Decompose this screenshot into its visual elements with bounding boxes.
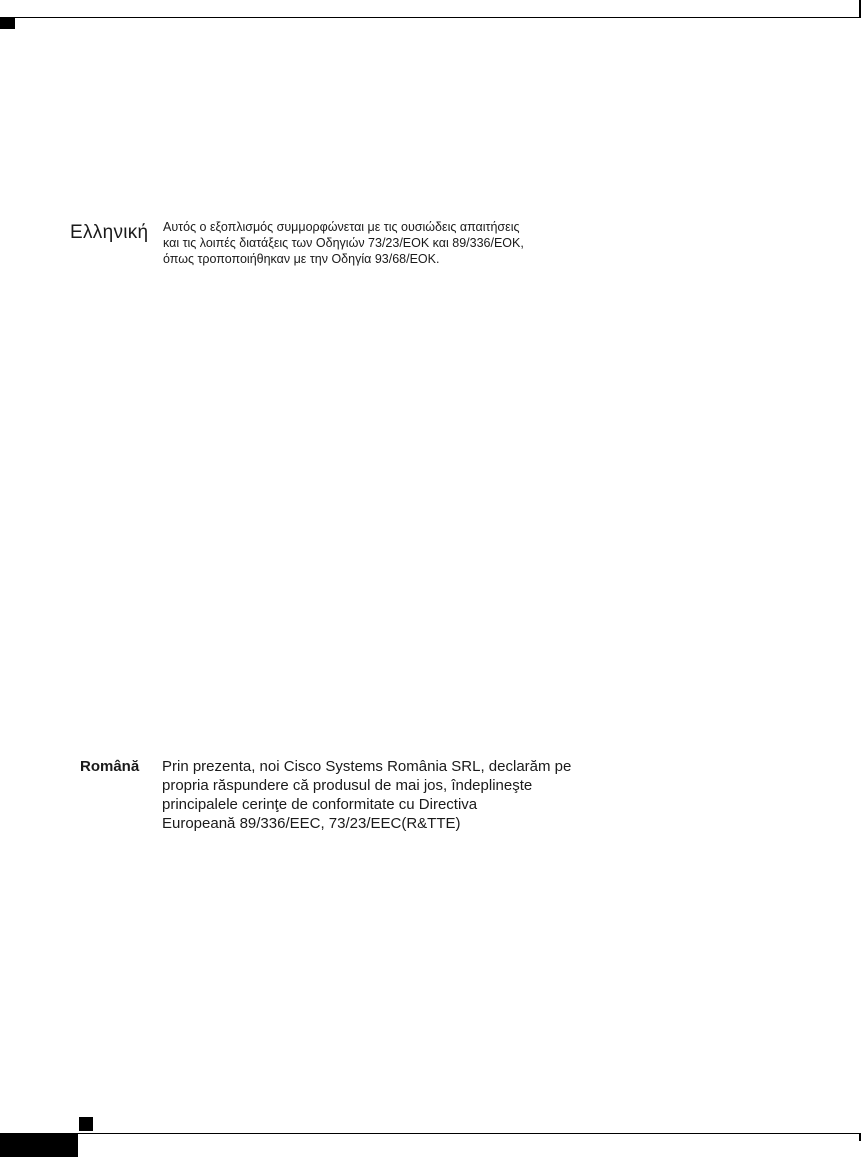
footer-rule — [0, 1133, 861, 1134]
footer-bar — [0, 1134, 78, 1157]
greek-line: και τις λοιπές διατάξεις των Οδηγιών 73/23/ΕΟΚ και 89/336/ΕΟΚ, — [163, 236, 524, 250]
greek-line: Αυτός ο εξοπλισμός συμμορφώνεται με τις ουσιώδεις απαιτήσεις — [163, 220, 520, 234]
greek-line: όπως τροποποιήθηκαν με την Οδηγία 93/68/ΕΟΚ. — [163, 252, 440, 266]
romanian-line: Prin prezenta, noi Cisco Systems România SRL, declarăm pe — [162, 758, 572, 775]
header-crop-mark — [859, 0, 861, 18]
greek-language-label: Ελληνική — [70, 222, 149, 243]
footer-marker — [79, 1117, 93, 1131]
footer-crop-mark — [859, 1134, 861, 1141]
romanian-line: principalele cerinţe de conformitate cu Directiva — [162, 796, 478, 813]
header-marker — [0, 18, 15, 29]
romanian-line: propria răspundere că produsul de mai jos, îndeplineşte — [162, 777, 533, 794]
romanian-line: Europeană 89/336/EEC, 73/23/EEC(R&TTE) — [162, 815, 461, 832]
header-rule — [0, 17, 860, 18]
romanian-language-label: Română — [80, 758, 140, 775]
greek-declaration — [163, 219, 593, 267]
romanian-declaration — [162, 757, 622, 833]
